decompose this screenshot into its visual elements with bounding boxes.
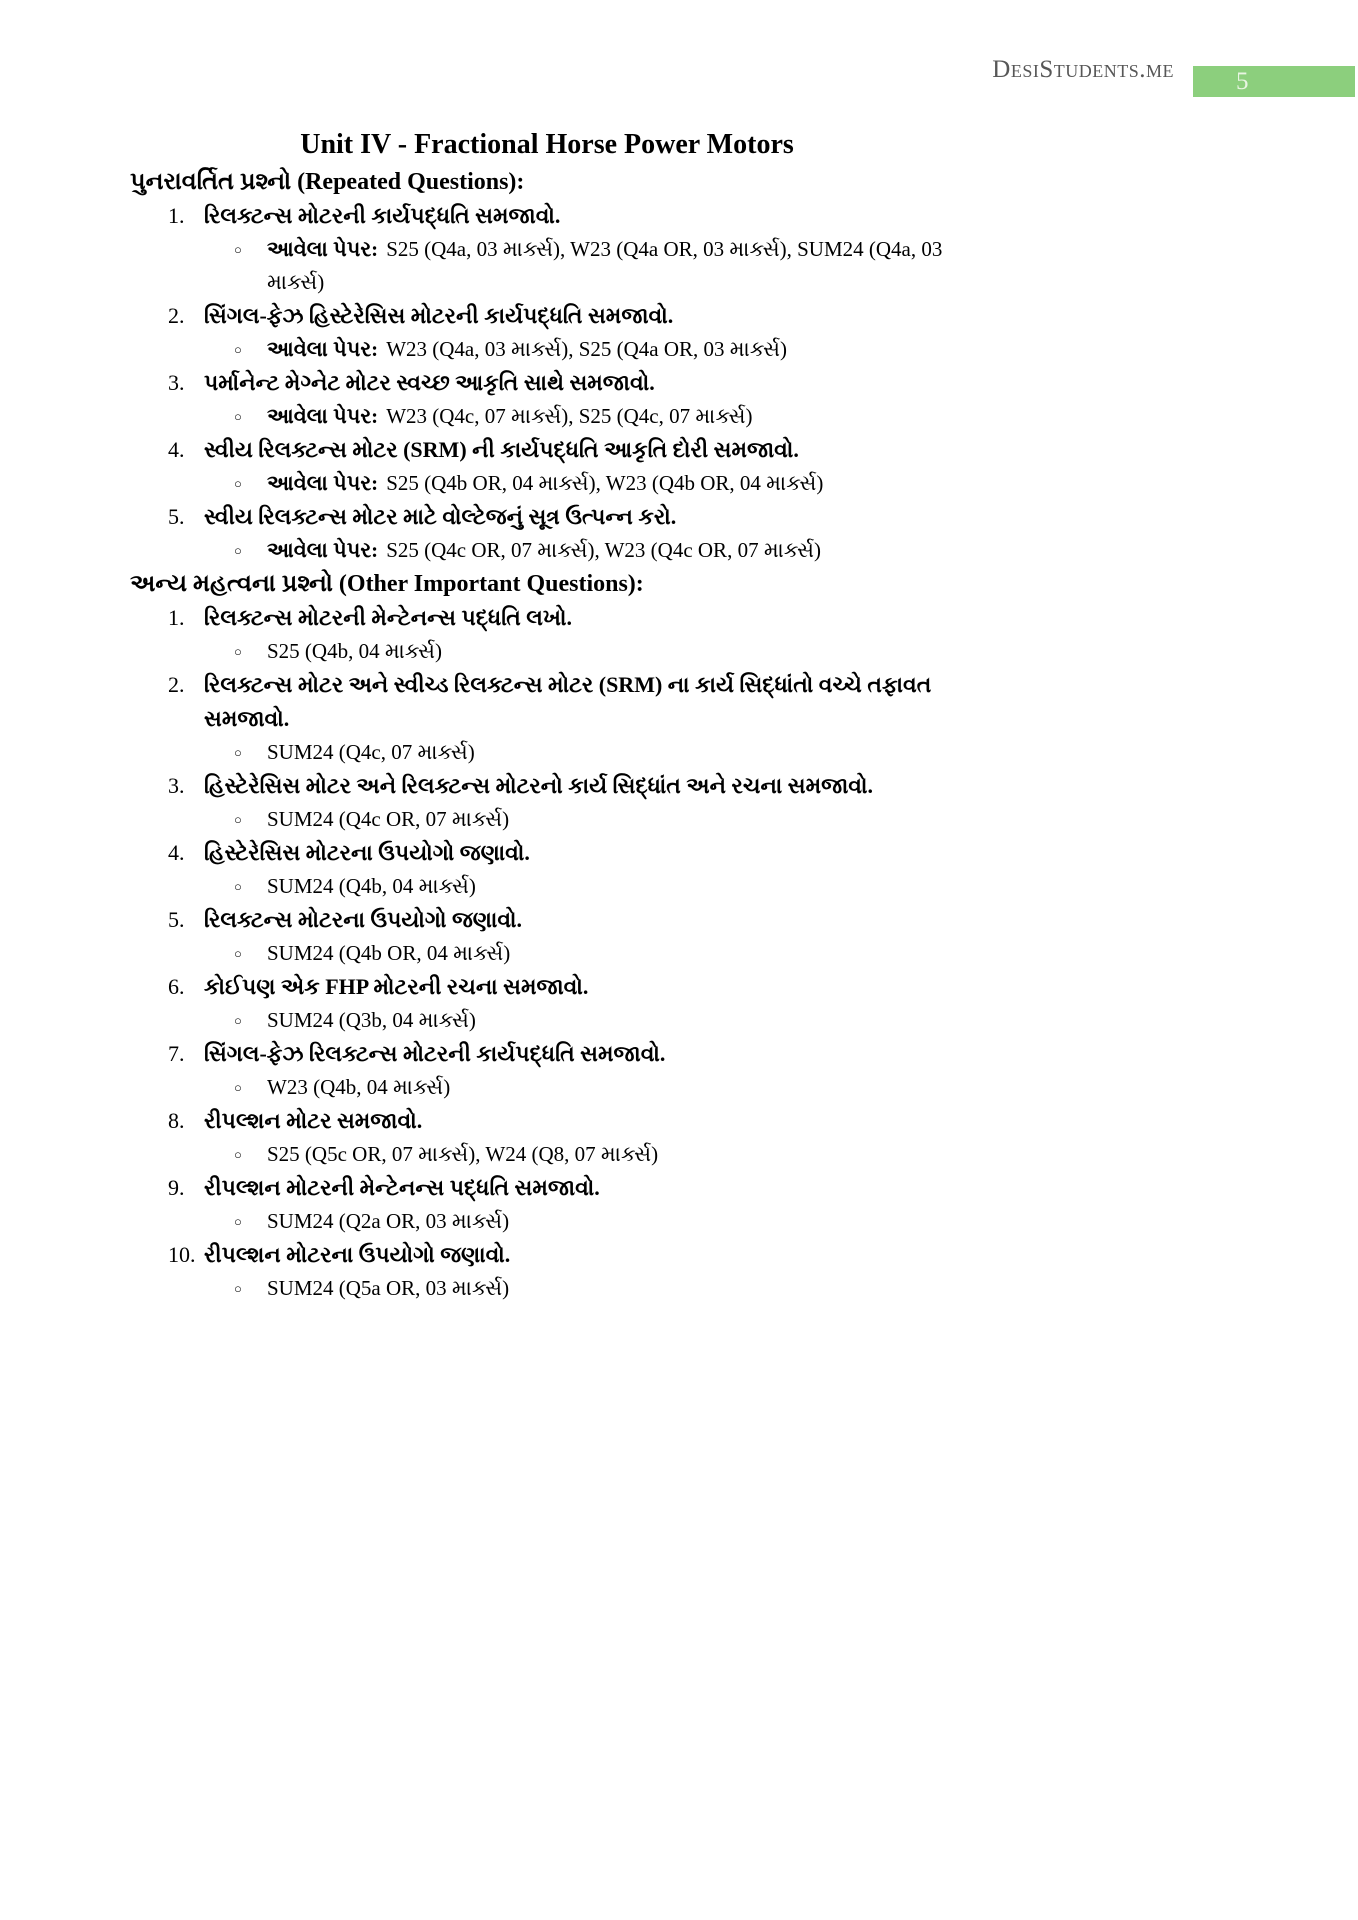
item-number: 9.	[168, 1175, 185, 1200]
section-heading-repeated	[130, 165, 964, 199]
section-heading-gujarati: અન્ય મહત્વના પ્રશ્નો	[130, 571, 333, 597]
paper-reference	[267, 803, 509, 836]
paper-list: W23 (Q4c, 07 માર્ક્સ), S25 (Q4c, 07 માર્ક્સ)	[386, 404, 753, 428]
list-item	[130, 668, 964, 769]
question-text: રિલક્ટન્સ મોટર અને સ્વીચ્ડ રિલક્ટન્સ મોટર (SRM) ના કાર્ય સિદ્ધાંતો વચ્ચે તફાવત સમજાવો.	[204, 672, 932, 731]
paper-list: S25 (Q4b, 04 માર્ક્સ)	[267, 639, 443, 663]
circle-bullet-icon: ○	[234, 1214, 242, 1229]
item-number: 1.	[168, 605, 185, 630]
item-number: 8.	[168, 1108, 185, 1133]
paper-label: આવેલા પેપર:	[267, 237, 379, 261]
question-text: રિલક્ટન્સ મોટરની મેન્ટેનન્સ પદ્ધતિ લખો.	[204, 605, 573, 630]
item-number: 2.	[168, 672, 185, 697]
item-number: 3.	[168, 773, 185, 798]
paper-reference	[267, 1205, 509, 1238]
section-heading-english: (Repeated Questions):	[291, 169, 525, 195]
paper-label: આવેલા પેપર:	[267, 404, 379, 428]
list-item	[130, 299, 964, 366]
paper-reference	[267, 333, 787, 366]
paper-list: SUM24 (Q4b, 04 માર્ક્સ)	[267, 874, 476, 898]
paper-list: SUM24 (Q3b, 04 માર્ક્સ)	[267, 1008, 476, 1032]
question-text: રિલક્ટન્સ મોટરની કાર્યપદ્ધતિ સમજાવો.	[204, 203, 561, 228]
paper-reference	[267, 467, 823, 500]
question-text: સિંગલ-ફેઝ હિસ્ટેરેસિસ મોટરની કાર્યપદ્ધતિ સમજાવો.	[204, 303, 674, 328]
circle-bullet-icon: ○	[234, 1281, 242, 1296]
paper-list: SUM24 (Q4b OR, 04 માર્ક્સ)	[267, 941, 511, 965]
circle-bullet-icon: ○	[234, 242, 242, 257]
paper-list: S25 (Q4a, 03 માર્ક્સ), W23 (Q4a OR, 03 માર્ક્સ), SUM24 (Q4a, 03 માર્ક્સ)	[267, 237, 943, 294]
paper-reference	[267, 635, 442, 668]
list-item	[130, 500, 964, 567]
paper-reference	[267, 1071, 450, 1104]
section-heading-other	[130, 567, 964, 601]
paper-reference	[267, 233, 964, 299]
question-text: હિસ્ટેરેસિસ મોટરના ઉપયોગો જણાવો.	[204, 840, 530, 865]
circle-bullet-icon: ○	[234, 1080, 242, 1095]
paper-list: S25 (Q4c OR, 07 માર્ક્સ), W23 (Q4c OR, 07 માર્ક્સ)	[386, 538, 822, 562]
page-number-badge	[1193, 66, 1355, 97]
paper-list: S25 (Q5c OR, 07 માર્ક્સ), W24 (Q8, 07 માર્ક્સ)	[267, 1142, 659, 1166]
paper-label: આવેલા પેપર:	[267, 337, 379, 361]
paper-list: S25 (Q4b OR, 04 માર્ક્સ), W23 (Q4b OR, 04 માર્ક્સ)	[386, 471, 824, 495]
paper-reference	[267, 937, 510, 970]
circle-bullet-icon: ○	[234, 879, 242, 894]
paper-reference	[267, 736, 475, 769]
item-number: 2.	[168, 303, 185, 328]
list-item	[130, 601, 964, 668]
item-number: 5.	[168, 504, 185, 529]
site-watermark: DesiStudents.me	[992, 56, 1174, 83]
item-number: 10.	[168, 1242, 196, 1267]
circle-bullet-icon: ○	[234, 543, 242, 558]
list-item	[130, 433, 964, 500]
paper-list: SUM24 (Q5a OR, 03 માર્ક્સ)	[267, 1276, 510, 1300]
list-item	[130, 199, 964, 299]
paper-reference	[267, 400, 753, 433]
question-text: કોઈપણ એક FHP મોટરની રચના સમજાવો.	[204, 974, 589, 999]
question-text: હિસ્ટેરેસિસ મોટર અને રિલક્ટન્સ મોટરનો કાર્ય સિદ્ધાંત અને રચના સમજાવો.	[204, 773, 873, 798]
paper-label: આવેલા પેપર:	[267, 538, 379, 562]
paper-reference	[267, 870, 476, 903]
circle-bullet-icon: ○	[234, 1147, 242, 1162]
question-text: રિલક્ટન્સ મોટરના ઉપયોગો જણાવો.	[204, 907, 523, 932]
question-text: સ્વીય રિલક્ટન્સ મોટર (SRM) ની કાર્યપદ્ધતિ આકૃતિ દોરી સમજાવો.	[204, 437, 799, 462]
list-item	[130, 903, 964, 970]
page-title: Unit IV - Fractional Horse Power Motors	[300, 129, 794, 160]
document-content	[130, 126, 964, 1305]
circle-bullet-icon: ○	[234, 1013, 242, 1028]
question-text: પર્માનેન્ટ મેગ્નેટ મોટર સ્વચ્છ આકૃતિ સાથે સમજાવો.	[204, 370, 655, 395]
section-heading-english: (Other Important Questions):	[332, 571, 644, 597]
paper-reference	[267, 1272, 509, 1305]
page-number: 5	[1236, 68, 1249, 95]
list-item	[130, 1104, 964, 1171]
item-number: 6.	[168, 974, 185, 999]
item-number: 7.	[168, 1041, 185, 1066]
list-item	[130, 769, 964, 836]
item-number: 5.	[168, 907, 185, 932]
paper-list: W23 (Q4b, 04 માર્ક્સ)	[267, 1075, 451, 1099]
section-heading-gujarati: પુનરાવર્તિત પ્રશ્નો	[130, 169, 292, 195]
question-text: સિંગલ-ફેઝ રિલક્ટન્સ મોટરની કાર્યપદ્ધતિ સમજાવો.	[204, 1041, 666, 1066]
circle-bullet-icon: ○	[234, 342, 242, 357]
paper-label: આવેલા પેપર:	[267, 471, 379, 495]
item-number: 3.	[168, 370, 185, 395]
circle-bullet-icon: ○	[234, 745, 242, 760]
paper-list: W23 (Q4a, 03 માર્ક્સ), S25 (Q4a OR, 03 માર્ક્સ)	[386, 337, 787, 361]
item-number: 4.	[168, 437, 185, 462]
list-item	[130, 366, 964, 433]
circle-bullet-icon: ○	[234, 946, 242, 961]
question-text: રીપલ્શન મોટરના ઉપયોગો જણાવો.	[204, 1242, 511, 1267]
list-item	[130, 1037, 964, 1104]
circle-bullet-icon: ○	[234, 644, 242, 659]
paper-reference	[267, 1138, 658, 1171]
question-text: રીપલ્શન મોટર સમજાવો.	[204, 1108, 423, 1133]
paper-reference	[267, 1004, 476, 1037]
question-text: સ્વીય રિલક્ટન્સ મોટર માટે વોલ્ટેજનું સૂત્ર ઉત્પન્ન કરો.	[204, 504, 677, 529]
item-number: 1.	[168, 203, 185, 228]
circle-bullet-icon: ○	[234, 476, 242, 491]
paper-list: SUM24 (Q4c, 07 માર્ક્સ)	[267, 740, 475, 764]
list-item	[130, 1238, 964, 1305]
paper-list: SUM24 (Q2a OR, 03 માર્ક્સ)	[267, 1209, 510, 1233]
list-item	[130, 836, 964, 903]
list-item	[130, 1171, 964, 1238]
item-number: 4.	[168, 840, 185, 865]
circle-bullet-icon: ○	[234, 812, 242, 827]
question-text: રીપલ્શન મોટરની મેન્ટેનન્સ પદ્ધતિ સમજાવો.	[204, 1175, 600, 1200]
paper-reference	[267, 534, 821, 567]
paper-list: SUM24 (Q4c OR, 07 માર્ક્સ)	[267, 807, 510, 831]
list-item	[130, 970, 964, 1037]
circle-bullet-icon: ○	[234, 409, 242, 424]
